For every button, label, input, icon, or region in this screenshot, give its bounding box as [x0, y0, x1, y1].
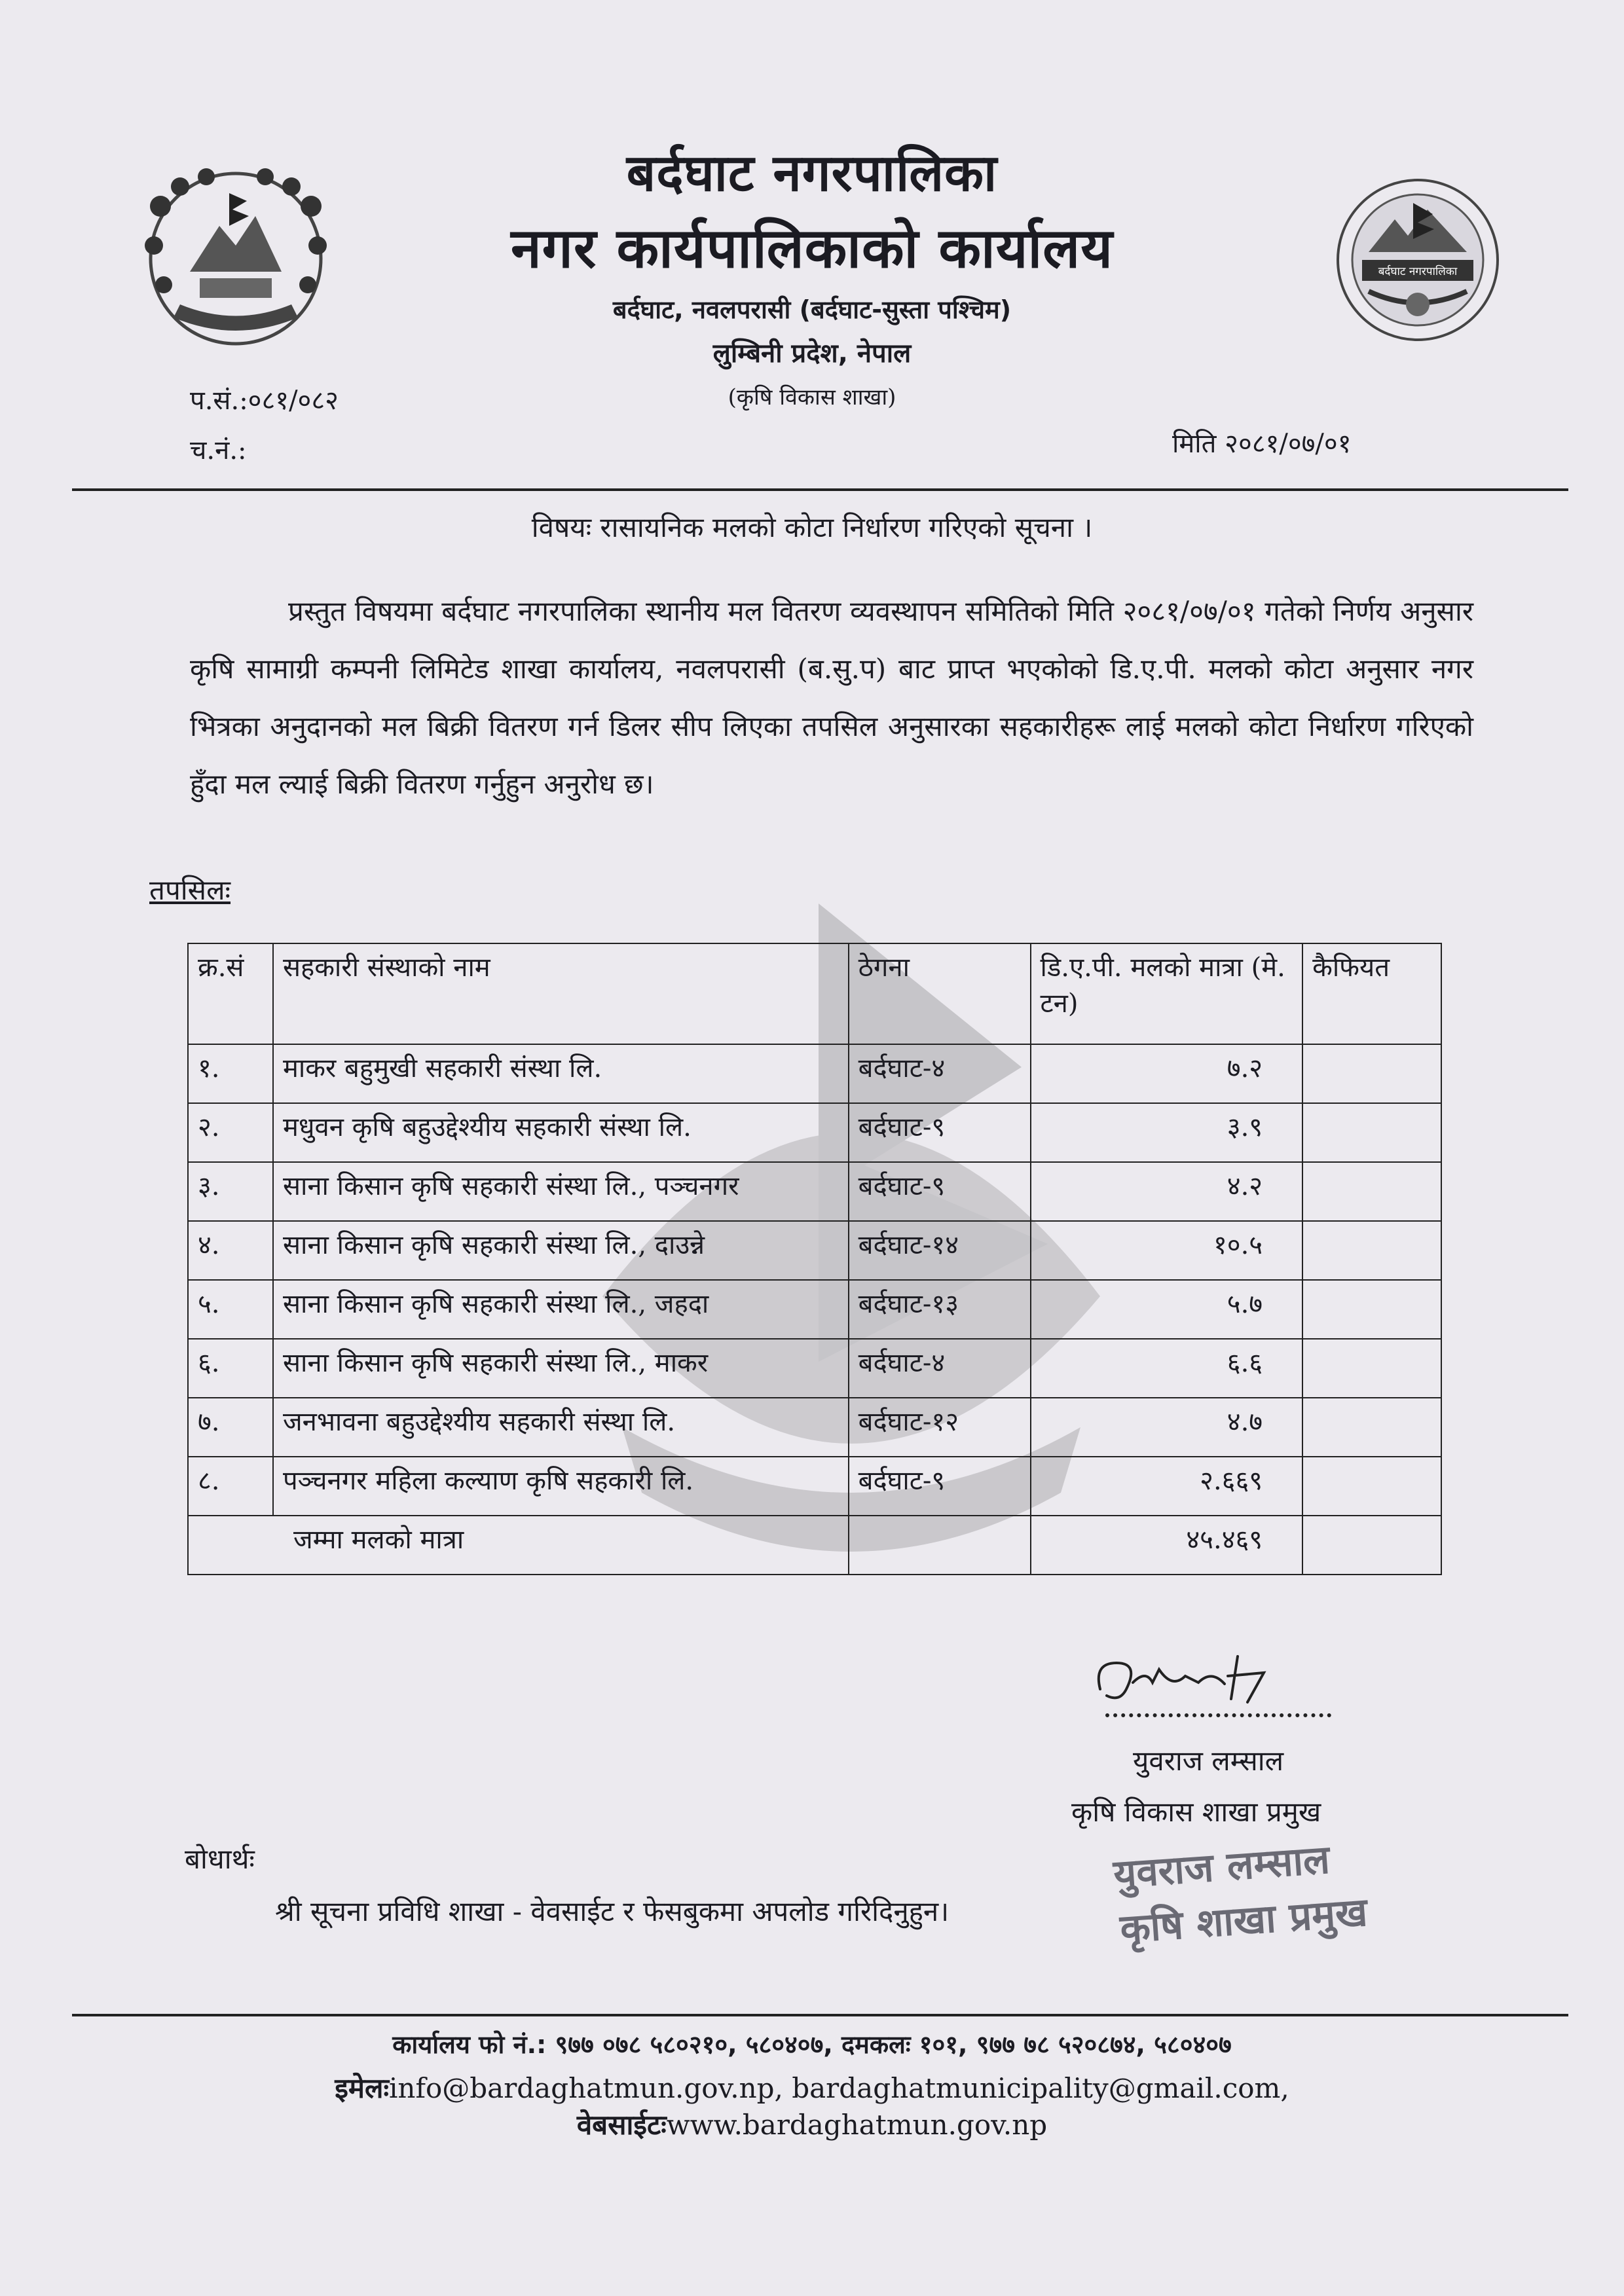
row-qty: १०.५	[1031, 1221, 1303, 1280]
total-label: जम्मा मलको मात्रा	[188, 1516, 849, 1575]
row-remark	[1302, 1162, 1441, 1221]
tapsil-label: तपसिलः	[149, 874, 231, 906]
row-qty: ७.२	[1031, 1044, 1303, 1103]
footer-phone-value: ०७८ ५८०२१०, ५८०४०७, दमकलः १०१, ९७७ ७८ ५२०८७४, ५८०४०७	[602, 2030, 1232, 2059]
col-header-sn: क्र.सं	[188, 943, 273, 1044]
table-row	[188, 1044, 1441, 1103]
row-qty: ५.७	[1031, 1280, 1303, 1339]
col-header-remark: कैफियत	[1302, 943, 1441, 1044]
row-sn: ४.	[188, 1221, 273, 1280]
row-address: बर्दघाट-९	[849, 1162, 1031, 1221]
footer-email-value[interactable]: info@bardaghatmun.gov.np, bardaghatmunicipality@gmail.com,	[388, 2072, 1289, 2104]
row-address: बर्दघाट-९	[849, 1103, 1031, 1162]
stamp-name: युवराज लम्साल	[1112, 1836, 1331, 1898]
table-total-row	[188, 1516, 1441, 1575]
bodhartha-label: बोधार्थः	[185, 1843, 255, 1875]
row-qty: ४.२	[1031, 1162, 1303, 1221]
row-sn: २.	[188, 1103, 273, 1162]
signatory-name: युवराज लम्साल	[1133, 1745, 1284, 1777]
row-sn: ५.	[188, 1280, 273, 1339]
row-sn: ३.	[188, 1162, 273, 1221]
row-qty: ४.७	[1031, 1398, 1303, 1457]
footer-divider	[72, 2014, 1568, 2016]
row-name: मधुवन कृषि बहुउद्देश्यीय सहकारी संस्था लि.	[273, 1103, 849, 1162]
office-province: लुम्बिनी प्रदेश, नेपाल	[712, 338, 912, 369]
office-name: नगर कार्यपालिकाको कार्यालय	[511, 216, 1113, 280]
dispatch-number: च.नं.:	[190, 435, 247, 465]
footer-web-label: वेबसाईटः	[576, 2109, 667, 2141]
row-address: बर्दघाट-१४	[849, 1221, 1031, 1280]
col-header-name: सहकारी संस्थाको नाम	[273, 943, 849, 1044]
stamp-title: कृषि शाखा प्रमुख	[1118, 1889, 1369, 1953]
row-remark	[1302, 1339, 1441, 1398]
footer-email-label: इमेलः	[335, 2072, 389, 2104]
row-name: जनभावना बहुउद्देश्यीय सहकारी संस्था लि.	[273, 1398, 849, 1457]
reference-number: प.सं.:०८१/०८२	[190, 386, 339, 416]
row-name: साना किसान कृषि सहकारी संस्था लि., माकर	[273, 1339, 849, 1398]
row-address: बर्दघाट-४	[849, 1044, 1031, 1103]
table-row	[188, 1280, 1441, 1339]
body-text: प्रस्तुत विषयमा बर्दघाट नगरपालिका स्थानीय मल वितरण व्यवस्थापन समितिको मिति २०८१/०७/०१ गतेको निर्णय अनुसार कृषि सामाग्री कम्पनी लिमिटेड शाखा कार्यालय, नवलपरासी (ब.सु.प) बाट प्राप्त भएकोको डि.ए.पी. मलको कोटा अनुसार नगर भित्रका अनुदानको मल बिक्री वितरण गर्न डिलर सीप लिएका तपसिल अनुसारका सहकारीहरू लाई मलको कोटा निर्धारण गरिएको हुँदा मल ल्याई बिक्री वितरण गर्नुहुन अनुरोध छ।	[190, 595, 1474, 800]
row-sn: ६.	[188, 1339, 273, 1398]
row-name: साना किसान कृषि सहकारी संस्था लि., जहदा	[273, 1280, 849, 1339]
col-header-address: ठेगना	[849, 943, 1031, 1044]
row-sn: ८.	[188, 1457, 273, 1516]
table-row	[188, 1457, 1441, 1516]
subject-line: विषयः रासायनिक मलको कोटा निर्धारण गरिएको सूचना ।	[531, 511, 1093, 543]
row-remark	[1302, 1280, 1441, 1339]
table-row	[188, 1339, 1441, 1398]
row-address: बर्दघाट-१३	[849, 1280, 1031, 1339]
row-address: बर्दघाट-१२	[849, 1398, 1031, 1457]
row-remark	[1302, 1044, 1441, 1103]
total-address-cell	[849, 1516, 1031, 1575]
table-row	[188, 1221, 1441, 1280]
row-name: माकर बहुमुखी सहकारी संस्था लि.	[273, 1044, 849, 1103]
row-name: साना किसान कृषि सहकारी संस्था लि., दाउन्ने	[273, 1221, 849, 1280]
signatory-title: कृषि विकास शाखा प्रमुख	[1071, 1796, 1321, 1828]
table-header-row	[188, 943, 1441, 1044]
row-address: बर्दघाट-९	[849, 1457, 1031, 1516]
row-remark	[1302, 1103, 1441, 1162]
row-qty: २.६६९	[1031, 1457, 1303, 1516]
municipality-name: बर्दघाट नगरपालिका	[626, 144, 998, 203]
table-row	[188, 1398, 1441, 1457]
quota-table	[187, 943, 1442, 1575]
footer-email	[0, 2069, 1624, 2106]
table-row	[188, 1103, 1441, 1162]
row-qty: ६.६	[1031, 1339, 1303, 1398]
branch-name: (कृषि विकास शाखा)	[728, 384, 896, 410]
total-value: ४५.४६९	[1031, 1516, 1303, 1575]
row-remark	[1302, 1457, 1441, 1516]
total-remark-cell	[1302, 1516, 1441, 1575]
handwritten-signature	[1087, 1643, 1310, 1715]
row-sn: १.	[188, 1044, 273, 1103]
bodhartha-recipient: श्री सूचना प्रविधि शाखा - वेवसाईट र फेसबुकमा अपलोड गरिदिनुहुन।	[275, 1895, 950, 1927]
row-qty: ३.९	[1031, 1103, 1303, 1162]
header-divider	[72, 488, 1568, 491]
row-sn: ७.	[188, 1398, 273, 1457]
body-paragraph	[190, 583, 1473, 813]
row-remark	[1302, 1398, 1441, 1457]
table-row	[188, 1162, 1441, 1221]
row-address: बर्दघाट-४	[849, 1339, 1031, 1398]
row-name: साना किसान कृषि सहकारी संस्था लि., पञ्चनगर	[273, 1162, 849, 1221]
footer-phone-label: कार्यालय फो नं.:	[392, 2030, 547, 2059]
col-header-qty: डि.ए.पी. मलको मात्रा (मे. टन)	[1031, 943, 1303, 1044]
footer-website	[0, 2105, 1624, 2143]
signature-line	[1105, 1713, 1331, 1717]
footer-web-value[interactable]: www.bardaghatmun.gov.np	[666, 2109, 1048, 2141]
letter-date: मिति २०८१/०७/०१	[1172, 429, 1352, 459]
row-name: पञ्चनगर महिला कल्याण कृषि सहकारी लि.	[273, 1457, 849, 1516]
logo-text: बर्दघाट नगरपालिका	[1378, 265, 1458, 278]
row-remark	[1302, 1221, 1441, 1280]
office-address: बर्दघाट, नवलपरासी (बर्दघाट-सुस्ता पश्चिम)	[612, 295, 1012, 324]
footer-phone: कार्यालय फो नं.: ९७७ ०७८ ५८०२१०, ५८०४०७, दमकलः १०१, ९७७ ७८ ५२०८७४, ५८०४०७	[392, 2030, 1232, 2059]
